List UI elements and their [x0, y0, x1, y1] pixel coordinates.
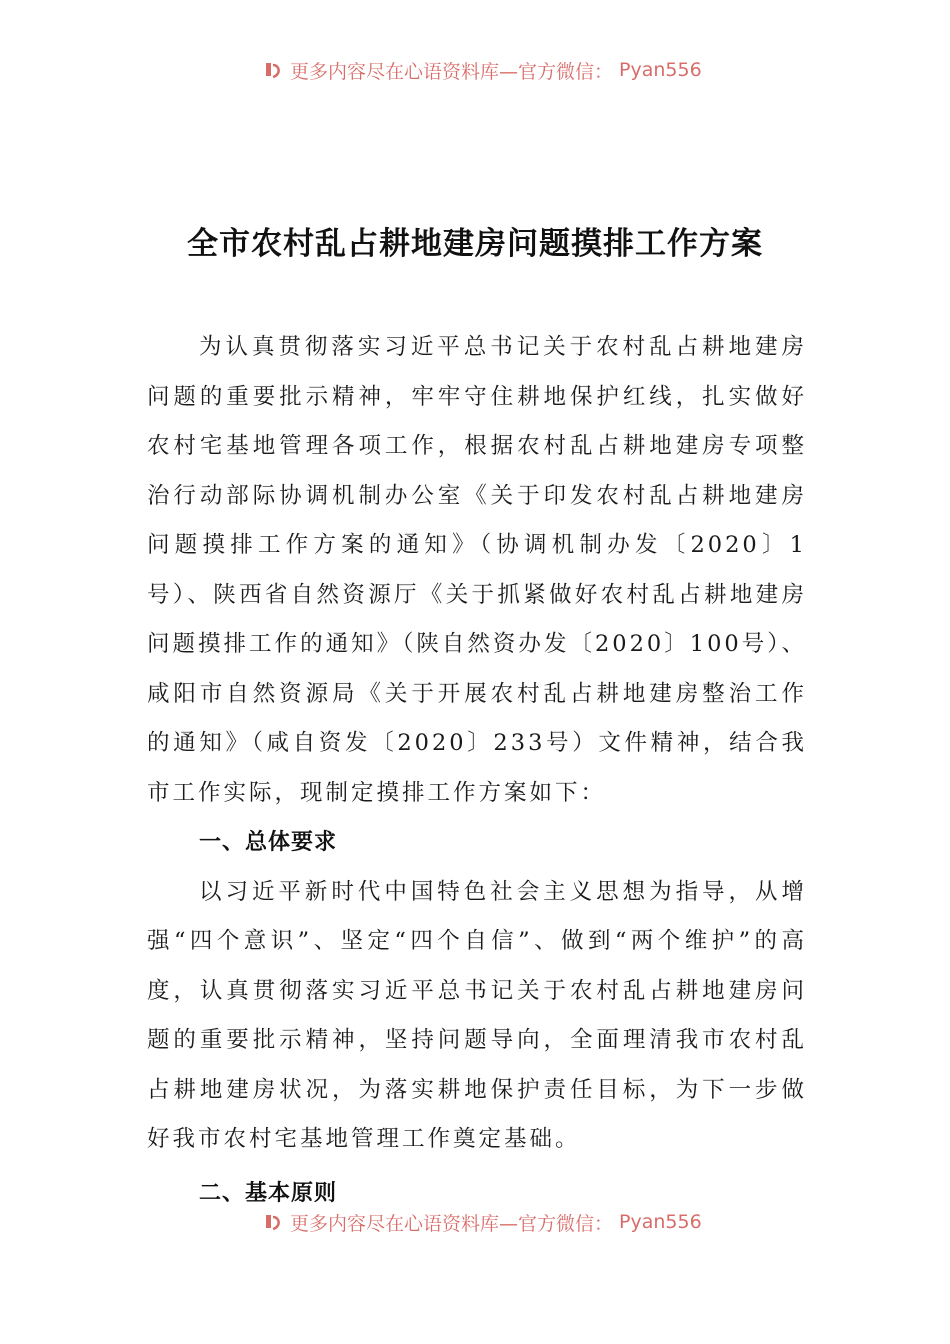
- section-heading-overall-requirements: 一、总体要求: [199, 830, 338, 855]
- brand-logo-icon: [262, 59, 284, 81]
- watermark-handle: Pyan556: [619, 1211, 702, 1233]
- brand-logo-icon: [262, 1211, 284, 1233]
- watermark-text: 更多内容尽在心语资料库—官方微信：: [290, 60, 614, 83]
- watermark-footer: [262, 1208, 782, 1236]
- document-body: [147, 323, 807, 1218]
- watermark-handle: Pyan556: [619, 59, 702, 81]
- watermark-text: 更多内容尽在心语资料库—官方微信：: [290, 1212, 614, 1235]
- section-heading-basic-principles: 二、基本原则: [199, 1180, 338, 1206]
- intro-paragraph: 为认真贯彻落实习近平总书记关于农村乱占耕地建房问题的重要批示精神，牢牢守住耕地保护红线，扎实做好农村宅基地管理各项工作，根据农村乱占耕地建房专项整治行动部际协调机制办公室《关于印发农村乱占耕地建房问题摸排工作方案的通知》（协调机制办发〔2020〕1号）、陕西省自然资源厅《关于抓紧做好农村乱占耕地建房问题摸排工作的通知》（陕自然资办发〔2020〕100号）、咸阳市自然资源局《关于开展农村乱占耕地建房整治工作的通知》（咸自资发〔2020〕233号）文件精神，结合我市工作实际，现制定摸排工作方案如下：: [147, 334, 807, 806]
- overall-requirements-paragraph: 以习近平新时代中国特色社会主义思想为指导，从增强“四个意识”、坚定“四个自信”、做到“两个维护”的高度，认真贯彻落实习近平总书记关于农村乱占耕地建房问题的重要批示精神，坚持问题导向，全面理清我市农村乱占耕地建房状况，为落实耕地保护责任目标，为下一步做好我市农村宅基地管理工作奠定基础。: [147, 878, 807, 1152]
- watermark-header: [262, 56, 782, 84]
- document-title: 全市农村乱占耕地建房问题摸排工作方案: [187, 226, 763, 262]
